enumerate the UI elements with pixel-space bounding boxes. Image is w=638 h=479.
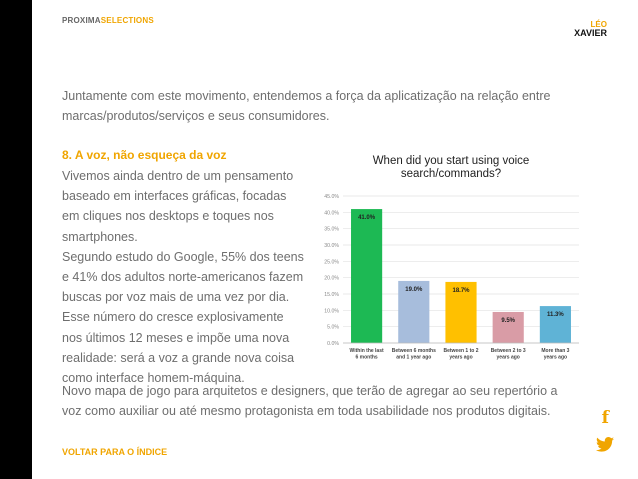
chart-title-line1: When did you start using voice	[372, 155, 530, 167]
y-tick-label: 30.0%	[324, 243, 339, 249]
section-heading: 8. A voz, não esqueça da voz	[62, 148, 227, 162]
closing-line-2: voz como auxiliar ou até mesmo protagonista em toda usabilidade nos produtos digitais.	[62, 404, 551, 418]
y-tick-label: 35.0%	[324, 226, 339, 233]
x-tick-label: Within the last	[349, 348, 384, 354]
twitter-icon[interactable]	[596, 437, 614, 457]
body-line: baseado em interfaces gráficas, focadas	[62, 189, 287, 204]
body-line: em cliques nos desktops e toques nos	[62, 209, 274, 224]
bar-value-label: 41.0%	[358, 215, 376, 222]
y-tick-label: 45.0%	[324, 194, 339, 200]
bar-value-label: 11.3%	[547, 312, 564, 319]
intro-line-1: Juntamente com este movimento, entendemos a força da aplicatização na relação entre	[62, 89, 551, 103]
x-tick-label: More than 3	[541, 348, 570, 354]
bar-value-label: 19.0%	[405, 286, 423, 293]
logo-line1: LÉO	[590, 20, 607, 29]
body-line: realidade: será a voz a grande nova coisa	[62, 350, 295, 365]
closing-line-1: Novo mapa de jogo para arquitetos e designers, que terão de agregar ao seu repertório a	[62, 384, 558, 398]
body-line: como interface homem-máquina.	[62, 371, 245, 386]
y-tick-label: 15.0%	[324, 292, 339, 298]
y-tick-label: 10.0%	[324, 308, 339, 315]
chart-title-line2: search/commands?	[400, 168, 502, 180]
bar	[351, 209, 382, 343]
brand-part2: SELECTIONS	[100, 16, 154, 25]
x-tick-label: 6 months	[355, 354, 378, 361]
x-tick-label: and 1 year ago	[396, 354, 432, 361]
intro-line-2: marcas/produtos/serviços e seus consumidores.	[62, 109, 330, 123]
body-line: buscas por voz mais de uma vez por dia.	[62, 290, 290, 305]
brand-part1: PROXIMA	[62, 16, 101, 25]
x-tick-label: years ago	[496, 354, 520, 361]
x-tick-label: years ago	[449, 354, 473, 361]
left-sidebar-bar	[0, 0, 32, 479]
author-logo	[574, 20, 607, 38]
body-line: Segundo estudo do Google, 55% dos teens	[62, 249, 304, 264]
bar-value-label: 9.5%	[501, 317, 516, 324]
x-tick-label: Between 6 months	[391, 348, 436, 354]
y-tick-label: 5.0%	[327, 324, 339, 331]
chart-svg	[309, 148, 591, 374]
intro-paragraph	[62, 86, 582, 126]
bar	[493, 312, 524, 343]
y-tick-label: 25.0%	[324, 259, 339, 266]
brand-logo	[62, 16, 154, 25]
facebook-icon[interactable]: f	[601, 408, 609, 428]
x-tick-label: Between 1 to 2	[443, 348, 479, 354]
logo-line2: XAVIER	[574, 28, 607, 38]
bar-value-label: 18.7%	[452, 287, 470, 294]
closing-paragraph	[62, 381, 602, 421]
y-tick-label: 0.0%	[327, 341, 339, 347]
y-tick-label: 40.0%	[324, 210, 339, 217]
body-line: nos últimos 12 meses e impõe uma nova	[62, 330, 290, 345]
section-body	[62, 166, 312, 388]
voice-search-chart	[309, 148, 591, 374]
body-line: Vivemos ainda dentro de um pensamento	[62, 169, 294, 183]
body-line: Esse número do cresce explosivamente	[62, 310, 284, 325]
x-tick-label: Between 2 to 3	[490, 348, 526, 354]
body-line: smartphones.	[62, 229, 138, 244]
x-tick-label: years ago	[543, 354, 568, 361]
body-line: e 41% dos adultos norte-americanos fazem	[62, 270, 304, 285]
y-tick-label: 20.0%	[324, 275, 339, 282]
back-to-index-link[interactable]: VOLTAR PARA O ÍNDICE	[62, 447, 168, 457]
